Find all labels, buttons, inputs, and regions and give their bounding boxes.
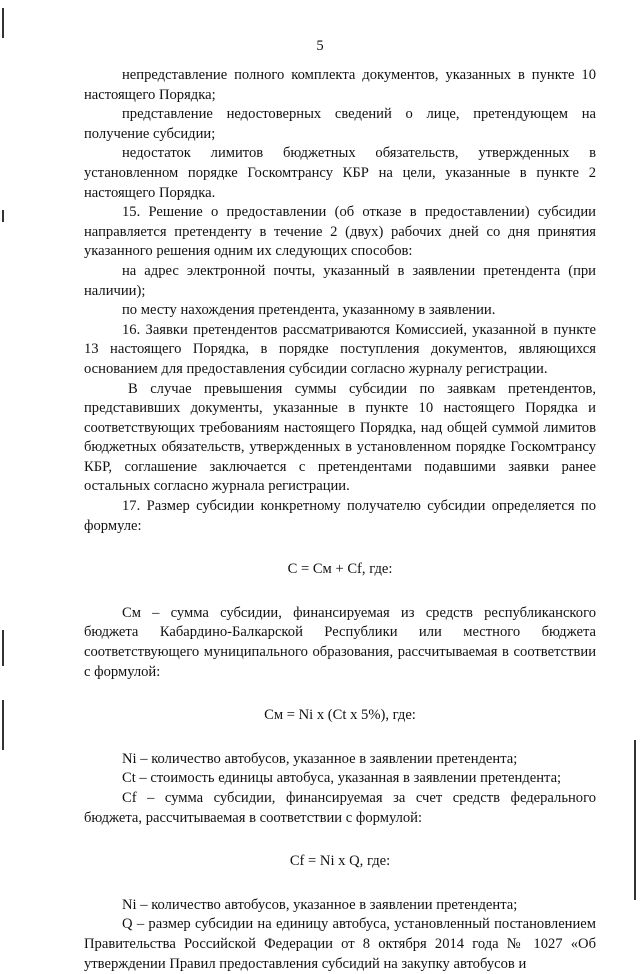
paragraph: 16. Заявки претендентов рассматриваются Комиссией, указанной в пункте 13 настоящего Порядка, в порядке поступления документов, являющихся основанием для предоставления субсидии согласно журналу регистрации. [84,321,596,377]
paragraph: представление недостоверных сведений о лице, претендующем на получение субсидии; [84,106,596,142]
q-definition: Q – размер субсидии на единицу автобуса, установленный постановлением Правительства Российской Федерации от 8 октября 2014 года № 1027 «Об утверждении Правил предоставления субсидий на закупку автобусов и [84,916,596,972]
formula-cf: Cf = Ni х Q, где: [289,853,391,870]
scan-mark [2,8,4,38]
paragraph: В случае превышения суммы субсидии по заявкам претендентов, представивших документы, указанные в пункте 10 настоящего Порядка и соответствующих требованиям настоящего Порядка, над общей суммой лимитов бюджетных обязательств, утвержденных в установленном порядке Госкомтрансу КБР, соглашение заключается с претендентами подавшими заявки ранее остальных согласно журнала регистрации. [84,380,596,495]
document-body [84,66,596,974]
paragraph: 15. Решение о предоставлении (об отказе в предоставлении) субсидии направляется претенденту в течение 2 (двух) рабочих дней со дня принятия указанного решения одним их следующих способов: [84,204,596,260]
paragraph: 17. Размер субсидии конкретному получателю субсидии определяется по формуле: [84,498,596,534]
page-number: 5 [316,38,324,54]
paragraph: непредставление полного комплекта документов, указанных в пункте 10 настоящего Порядка; [84,67,596,103]
ni-definition: Ni – количество автобусов, указанное в заявлении претендента; [122,896,518,913]
scan-mark [634,740,636,900]
cf-definition: Cf – сумма субсидии, финансируемая за счет средств федерального бюджета, рассчитываемая в соответствии с формулой: [84,790,596,826]
scan-mark [2,630,4,666]
formula-cm: См = Ni х (Ct х 5%), где: [264,707,416,724]
paragraph: недостаток лимитов бюджетных обязательств, утвержденных в установленном порядке Госкомтрансу КБР на цели, указанные в пункте 2 настоящего Порядка. [84,145,596,201]
paragraph: на адрес электронной почты, указанный в заявлении претендента (при наличии); [84,262,596,299]
formula-total: С = См + Cf, где: [287,561,393,578]
cm-definition: См – сумма субсидии, финансируемая из средств республиканского бюджета Кабардино-Балкарской Республики или местного бюджета соответствующего муниципального образования, рассчитываемая в соответствии с формулой: [84,604,596,680]
scan-mark [2,210,4,222]
scan-mark [2,700,4,750]
ct-definition: Ct – стоимость единицы автобуса, указанная в заявлении претендента; [122,770,562,787]
ni-definition: Ni – количество автобусов, указанное в заявлении претендента; [122,750,518,767]
paragraph: по месту нахождения претендента, указанному в заявлении. [122,302,496,319]
